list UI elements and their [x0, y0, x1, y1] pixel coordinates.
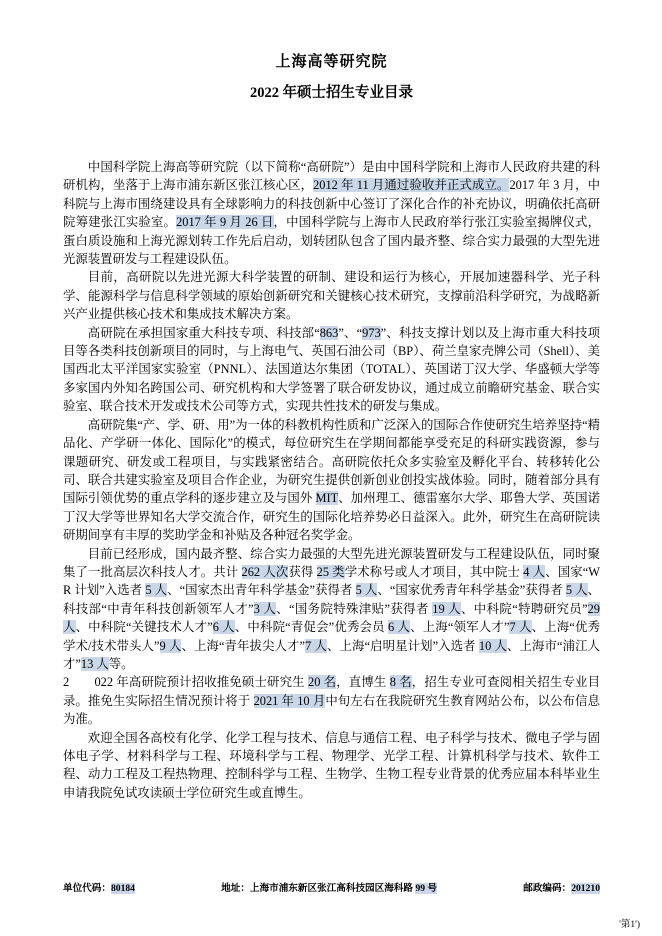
- text-run: 、上海“青年拔尖人才”: [181, 638, 306, 653]
- highlighted-text: 5 人: [145, 583, 168, 598]
- text-run: 目前已经形成，国内最齐整、综合实力最强的大型先进光源装置研发与工程建设队伍，同时聚集了一批高层次科技人才。共计: [63, 546, 600, 579]
- text-run: 、加州理工、德雷塞尔大学、耶鲁大学、英国诺丁汉大学等世界知名大学交流合作，研究生的国际化培养势必日益深入。此外，研究生在高研院读研期间享有丰厚的奖助学金和补贴及各种冠名奖学金。: [63, 491, 600, 543]
- text-run: 、上海“优秀学术/技术带头人”: [63, 620, 601, 653]
- paragraph-training: [63, 416, 600, 545]
- text-run: 单位代码：: [63, 883, 111, 894]
- highlighted-text: MIT: [315, 491, 339, 506]
- paragraph-talents: [63, 545, 600, 674]
- highlighted-text: 19 人: [432, 601, 461, 616]
- postal-code: [523, 880, 600, 894]
- text-run: ”、“: [338, 325, 363, 340]
- highlighted-text: 863: [319, 325, 339, 340]
- highlighted-text: 262 人次: [241, 564, 289, 579]
- highlighted-text: 5 人: [565, 583, 588, 598]
- text-run: 欢迎全国各高校有化学、化学工程与技术、信息与通信工程、电子科学与技术、微电子学与固体电子学、材料科学与工程、环境科学与工程、物理学、光学工程、计算机科学与技术、软件工程、动力工程及工程热物理、控制科学与工程、生物学、生物工程专业背景的优秀应届本科毕业生申请我院免试攻读硕士学位研究生或直博生。: [63, 730, 600, 800]
- text-run: 邮政编码：: [523, 883, 572, 894]
- highlighted-text: 29 人: [63, 601, 600, 635]
- text-run: ，直博生: [336, 675, 390, 690]
- highlighted-text: 6 人: [212, 620, 235, 635]
- paragraph-history: [63, 158, 600, 268]
- highlighted-text: 9 人: [159, 638, 182, 653]
- page-number: '第1'): [619, 920, 640, 930]
- text-run: 、中科院“青促会”优秀会员: [234, 620, 389, 635]
- highlighted-text: 25 类: [316, 564, 345, 579]
- highlighted-text: 5 人: [355, 583, 378, 598]
- highlighted-text: 2017 年 9 月 26 日: [176, 215, 274, 230]
- paragraph-cooperation: [63, 324, 600, 416]
- text-run: 高研院在承担国家重大科技专项、科技部“: [87, 325, 320, 340]
- address: [221, 880, 437, 894]
- text-run: 2 022 年高研院预计招收推免硕士研究生: [63, 675, 308, 690]
- highlighted-text: 99 号: [415, 883, 438, 894]
- text-run: 、“国务院特殊津贴”获得者: [276, 601, 433, 616]
- paragraph-mission: [63, 268, 600, 323]
- highlighted-text: 7 人: [305, 638, 327, 653]
- document-body: [63, 158, 600, 802]
- text-run: 2017 年 3 月，中科院与上海市围绕建设具有全球影响力的科技创新中心签订了深化合作的补充协议，明确依托高研院筹建张江实验室。: [63, 178, 600, 230]
- text-run: 、上海市“浦江人才”: [63, 638, 600, 671]
- text-run: 中旬左右在我院研究生教育网站公布，以公布信息为准。: [63, 693, 600, 727]
- text-run: 获得: [288, 564, 317, 579]
- highlighted-text: 4 人: [523, 564, 546, 579]
- doc-subtitle: 2022 年硕士招生专业目录: [249, 85, 414, 101]
- highlighted-text: 80184: [110, 883, 135, 894]
- text-run: 地址：上海市浦东新区张江高科技园区海科路: [221, 883, 416, 894]
- text-run: 等。: [108, 656, 134, 671]
- highlighted-text: 973: [362, 325, 381, 340]
- text-run: 中国科学院上海高等研究院（以下简称“高研院”）是由中国科学院和上海市人民政府共建的科研机构，坐落于上海市浦东新区张江核心区，: [63, 160, 600, 193]
- highlighted-text: 3 人: [253, 601, 277, 616]
- text-run: 、中科院“关键技术人才”: [75, 620, 213, 635]
- text-run: 高研院集“产、学、研、用”为一体的科教机构性质和广泛深入的国际合作使研究生培养坚持“精品化、产学研一体化、国际化”的模式，每位研究生在学期间都能享受充足的科研实践资源，参与课题研究、研发或工程项目，与实践紧密结合。高研院依托众多实验室及孵化平台、转移转化公司、联合共建实验室及项目合作企业，为研究生提供创新创业创投实战体验。同时，随着部分具有国际引领优势的重点学科的逐步建立及与国外: [63, 417, 600, 506]
- highlighted-text: 6 人: [388, 620, 411, 635]
- highlighted-text: 20 名: [308, 675, 337, 690]
- text-run: 、上海“启明星计划”入选者: [326, 638, 479, 653]
- text-run: 、科技部“中青年科技创新领军人才”: [63, 583, 601, 616]
- page-footer: [63, 880, 600, 894]
- text-run: ，招生专业可查阅相关招生专业目录。推免生实际招生情况预计将于: [63, 675, 600, 708]
- paragraph-enrollment: [63, 673, 600, 728]
- highlighted-text: 10 人: [478, 638, 507, 653]
- text-run: 学术称号或人才项目，其中院士: [344, 564, 524, 579]
- text-run: 、“国家优秀青年科学基金”获得者: [377, 583, 566, 598]
- text-run: 、国家“WR 计划”入选者: [63, 564, 600, 598]
- unit-code: [63, 880, 135, 894]
- highlighted-text: 2021 年 10 月: [253, 693, 326, 708]
- text-run: 、“国家杰出青年科学基金”获得者: [167, 583, 356, 598]
- paragraph-welcome: [63, 729, 600, 803]
- text-run: 目前，高研院以先进光源大科学装置的研制、建设和运行为核心，开展加速器科学、光子科学、能源科学与信息科学领域的原始创新研究和关键核心技术研究，支撑前沿科学研究，为战略新兴产业提供核心技术和集成技术解决方案。: [63, 270, 600, 322]
- highlighted-text: 8 名: [389, 675, 412, 690]
- highlighted-text: 7 人: [509, 620, 532, 635]
- doc-title: 上海高等研究院: [275, 54, 388, 70]
- text-run: 、中科院“特聘研究员”: [460, 601, 588, 616]
- highlighted-text: 2012 年 11 月通过验收并正式成立。: [313, 178, 510, 193]
- text-run: 、上海“领军人才”: [410, 620, 510, 635]
- text-run: ”、科技支撑计划以及上海市重大科技项目等各类科技创新项目的同时，与上海电气、英国石油公司（BP）、荷兰皇家壳牌公司（Shell）、美国西北太平洋国家实验室（PNNL）、法国道达尔集团（TOTAL）、英国诺丁汉大学、华盛顿大学等多家国内外知名跨国公司、研究机构和大学签署了联合研发协议，通过成立前瞻研究基金、联合实验室、联合技术开发或技术公司等方式，实现共性技术的研发与集成。: [63, 325, 601, 414]
- text-run: ，中国科学院与上海市人民政府举行张江实验室揭牌仪式，蛋白质设施和上海光源划转工作先后启动，划转团队包含了国内最齐整、综合实力最强的大型先进光源装置研发与工程建设队伍。: [63, 215, 601, 267]
- highlighted-text: 13 人: [80, 656, 109, 671]
- highlighted-text: 201210: [571, 883, 600, 894]
